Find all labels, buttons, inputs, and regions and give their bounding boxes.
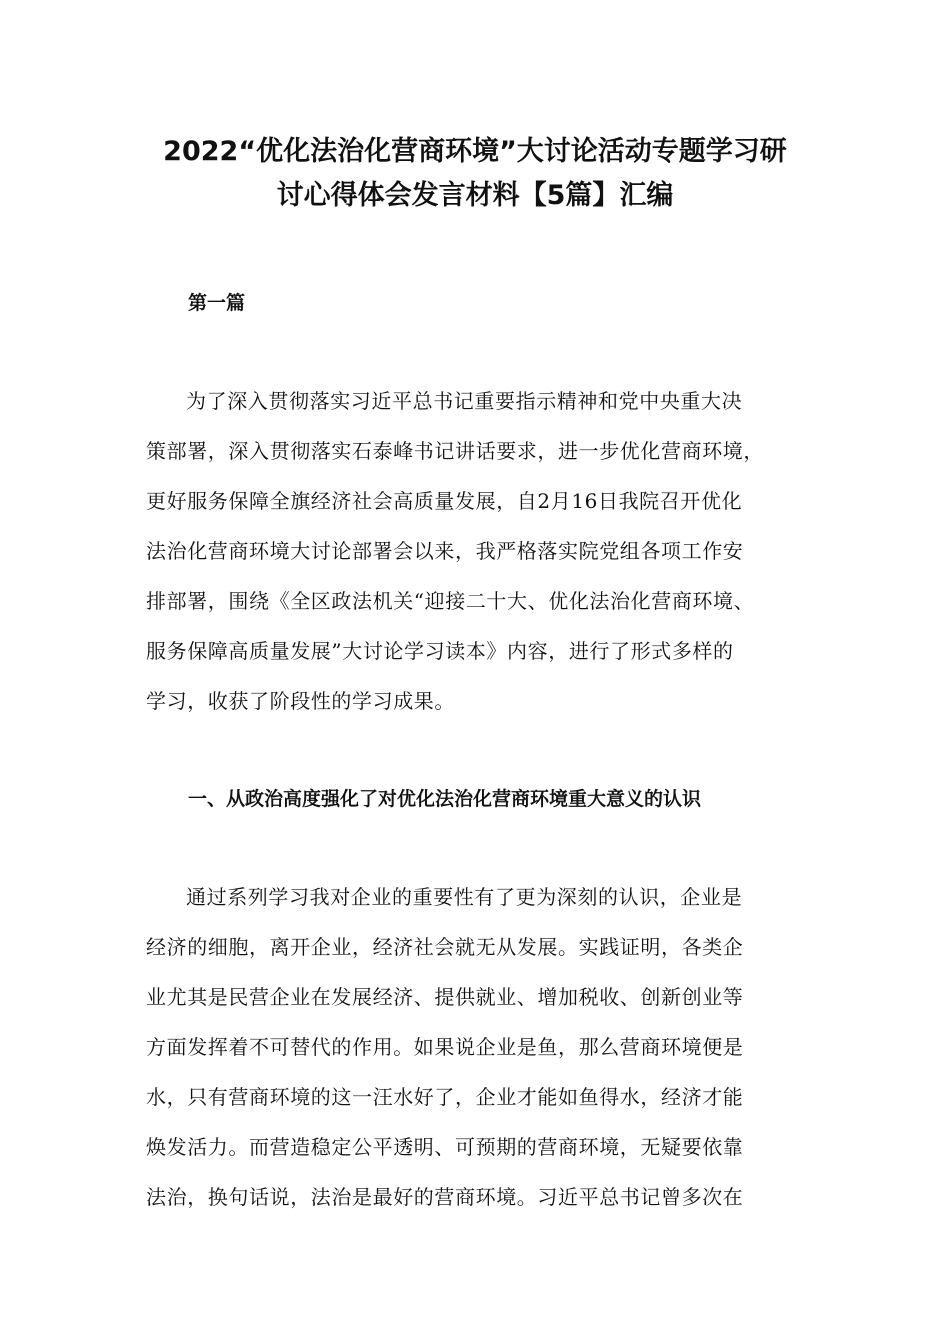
body-paragraph-1 <box>146 872 846 1222</box>
paragraph-line: 水，只有营商环境的这一汪水好了，企业才能如鱼得水，经济才能 <box>146 1085 744 1109</box>
paragraph-line: 排部署，围绕《全区政法机关“迎接二十大、优化法治化营商环境、 <box>146 589 755 613</box>
paragraph-line: 通过系列学习我对企业的重要性有了更为深刻的认识，企业是 <box>186 885 743 909</box>
paragraph-line: 服务保障高质量发展”大讨论学习读本》内容，进行了形式多样的 <box>146 639 734 663</box>
section-label: 第一篇 <box>188 292 246 314</box>
paragraph-line: 经济的细胞，离开企业，经济社会就无从发展。实践证明，各类企 <box>146 935 744 959</box>
paragraph-line: 学习，收获了阶段性的学习成果。 <box>146 689 455 713</box>
paragraph-line: 更好服务保障全旗经济社会高质量发展，自2月16日我院召开优化 <box>146 489 743 513</box>
paragraph-line: 法治，换句话说，法治是最好的营商环境。习近平总书记曾多次在 <box>146 1185 744 1209</box>
paragraph-line: 业尤其是民营企业在发展经济、提供就业、增加税收、创新创业等 <box>146 985 744 1009</box>
paragraph-line: 法治化营商环境大讨论部署会以来，我严格落实院党组各项工作安 <box>146 539 744 563</box>
title-line-1: 2022“优化法治化营商环境”大讨论活动专题学习研 <box>163 136 787 167</box>
intro-paragraph <box>146 376 846 726</box>
title-line-2: 讨心得体会发言材料【5篇】汇编 <box>276 180 674 211</box>
document-title <box>100 130 850 218</box>
paragraph-line: 方面发挥着不可替代的作用。如果说企业是鱼，那么营商环境便是 <box>146 1035 744 1059</box>
paragraph-line: 策部署，深入贯彻落实石泰峰书记讲话要求，进一步优化营商环境， <box>146 439 764 463</box>
paragraph-line: 焕发活力。而营造稳定公平透明、可预期的营商环境，无疑要依靠 <box>146 1135 744 1159</box>
paragraph-line: 为了深入贯彻落实习近平总书记重要指示精神和党中央重大决 <box>186 389 743 413</box>
section-heading-1: 一、从政治高度强化了对优化法治化营商环境重大意义的认识 <box>188 788 702 810</box>
